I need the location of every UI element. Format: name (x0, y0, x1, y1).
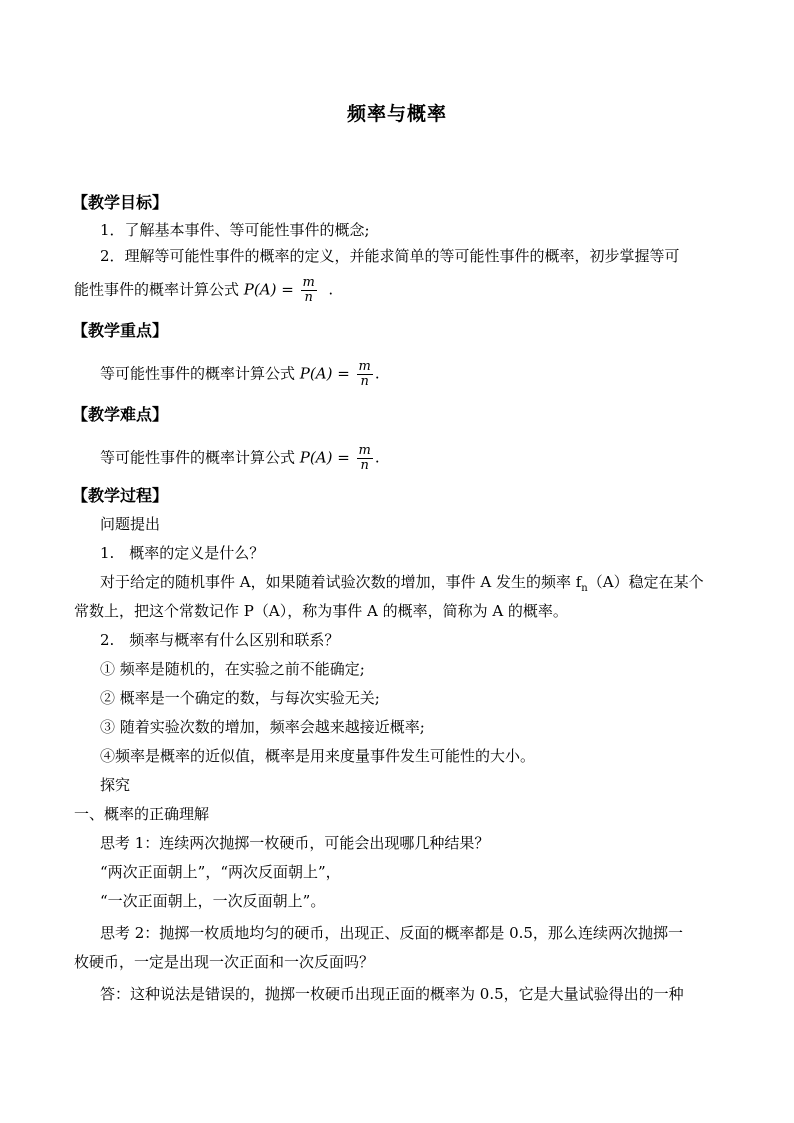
heading-difficulty: 【教学难点】 (72, 405, 169, 424)
point-4: ④频率是概率的近似值，概率是用来度量事件发生可能性的大小。 (100, 747, 536, 765)
question-2: 2. 频率与概率有什么区别和联系？ (100, 631, 340, 649)
page-title: 频率与概率 (346, 103, 447, 125)
explore-label: 探究 (100, 776, 131, 794)
heading-process: 【教学过程】 (72, 486, 169, 505)
formula-lhs: P(A) = (299, 448, 350, 467)
goal-item-2-text: 能性事件的概率计算公式 (74, 280, 240, 299)
think-1: 思考 1：连续两次抛掷一枚硬币，可能会出现哪几种结果？ (100, 834, 490, 852)
formula-denominator: n (304, 290, 313, 305)
goal-item-1: 1．了解基本事件、等可能性事件的概念; (100, 221, 370, 239)
goal-item-2-line-1: 2．理解等可能性事件的概率的定义，并能求简单的等可能性事件的概率，初步掌握等可 (100, 247, 680, 265)
heading-key-points: 【教学重点】 (72, 321, 169, 340)
formula-lhs: P(A) = (299, 364, 350, 383)
goal-item-2-line-2: 能性事件的概率计算公式 P(A) = $\frac{m}{n}$ . (74, 275, 334, 305)
point-2: ② 概率是一个确定的数，与每次实验无关; (100, 689, 380, 707)
formula-fraction (301, 276, 317, 305)
heading-goals: 【教学目标】 (72, 193, 169, 212)
answer-2-line-1: 答：这种说法是错误的，抛掷一枚硬币出现正面的概率为 0.5，它是大量试验得出的一种 (100, 985, 684, 1003)
point-1: ① 频率是随机的，在实验之前不能确定; (100, 660, 365, 678)
formula-lhs: P(A) = (243, 280, 294, 299)
section-heading-1: 一、概率的正确理解 (74, 805, 210, 823)
answer-1-line-2: 常数上，把这个常数记作 P（A），称为事件 A 的概率，简称为 A 的概率。 (74, 602, 568, 620)
point-3: ③ 随着实验次数的增加，频率会越来越接近概率; (100, 718, 425, 736)
difficulty-line: 等可能性事件的概率计算公式 P(A) = $\frac{m}{n}$ . (100, 443, 380, 473)
think-2-line-2: 枚硬币，一定是出现一次正面和一次反面吗？ (74, 953, 375, 971)
formula-numerator: m (302, 275, 315, 290)
think-2-line-1: 思考 2：抛掷一枚质地均匀的硬币，出现正、反面的概率都是 0.5，那么连续两次抛掷一 (100, 924, 683, 942)
difficulty-text: 等可能性事件的概率计算公式 (100, 448, 296, 467)
answer-1-line-1: 对于给定的随机事件 A，如果随着试验次数的增加，事件 A 发生的频率 $f_n(A)$稳定在某个 (100, 573, 704, 594)
key-point-line: 等可能性事件的概率计算公式 P(A) = $\frac{m}{n}$ . (100, 359, 380, 389)
think-1-result-1: “两次正面朝上”，“两次反面朝上”， (100, 863, 341, 881)
question-1: 1. 概率的定义是什么？ (100, 544, 265, 562)
think-1-result-2: “一次正面朝上，一次反面朝上”。 (100, 892, 326, 910)
key-point-text: 等可能性事件的概率计算公式 (100, 364, 296, 383)
formula-fraction: $\frac{m}{n}$ (358, 443, 371, 473)
process-intro: 问题提出 (100, 515, 161, 533)
formula-fraction: $\frac{m}{n}$ (358, 359, 371, 389)
